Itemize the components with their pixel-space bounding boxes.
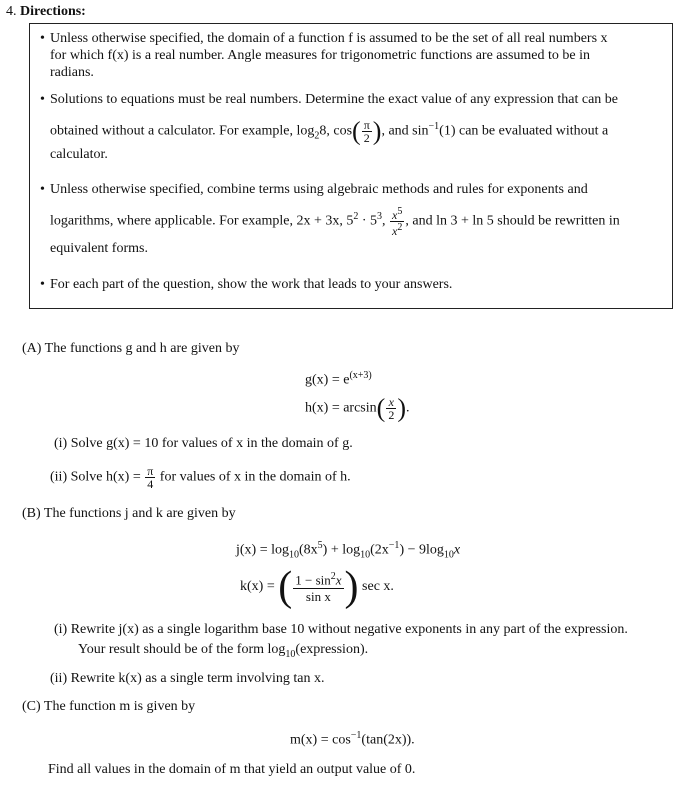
directions-box (29, 23, 673, 309)
inverse-exponent: −1 (428, 121, 440, 132)
bullet-2-text-b: 8, cos (319, 123, 353, 139)
bullet-3-line-1: Unless otherwise specified, combine terms using algebraic methods and rules for exponents and (50, 182, 588, 197)
equation-h: h(x) = arcsin( $\frac{x}{2}$ ). (305, 393, 410, 423)
pi-over-2-fraction: $\frac{\pi}{2}$ (363, 117, 370, 145)
bullet-2-line-1: Solutions to equations must be real numbers. Determine the exact value of any expression that can be (50, 92, 619, 107)
k-fraction: $\frac{1 - \sin^2x}{\text{sin x}}$ (295, 570, 342, 604)
equation-j: $j(x) = \log_{10}(8x^5) + \log_{10}(2x^{-1}) - 9\log_{10}x$ (236, 540, 461, 561)
directions-bullet-3-line-2: logarithms, where applicable. For example, 2x + 3x, $5^2 \cdot 5^3$, $\frac{x^5}{x^2}$ , and ln 3 + ln 5 should be rewritten in (50, 205, 620, 238)
bullet-2-text-a: obtained without a calculator. For example, log (50, 123, 315, 139)
part-b-intro: (B) The functions j and k are given by (22, 506, 236, 521)
question-number: 4. (6, 4, 17, 19)
part-b-i-line-2: Your result should be of the form $\log_{10}(expression)$. (78, 642, 369, 660)
question-header (6, 4, 86, 20)
part-b-ii: (ii) Rewrite k(x) as a single term involving tan x. (50, 671, 325, 686)
bullet-1-line-3: radians. (50, 65, 94, 80)
equation-g: $g(x) = e^{(x+3)}$ (305, 370, 372, 388)
part-a-i: (i) Solve g(x) = 10 for values of x in the domain of g. (54, 436, 353, 451)
directions-bullet-4: • For each part of the question, show the work that leads to your answers. (40, 277, 453, 292)
bullet-dot: • (40, 277, 45, 292)
directions-title: Directions: (20, 4, 86, 19)
part-a-intro: (A) The functions g and h are given by (22, 341, 240, 356)
bullet-dot: • (40, 92, 45, 107)
bullet-2-text-c: , and sin (381, 123, 429, 139)
part-b-i-line-1: (i) Rewrite j(x) as a single logarithm base 10 without negative exponents in any part of the expression. (54, 622, 628, 637)
directions-bullet-2-line-2: obtained without a calculator. For example, $\log_28$, cos( $\frac{\pi}{2}$ ), and $\sin^{-1}(1)$ can be evaluated without a (50, 116, 609, 146)
x5-over-x2-fraction: $\frac{x^5}{x^2}$ (392, 205, 403, 238)
directions-bullet-3 (40, 181, 666, 198)
directions-bullet-2-line-3: calculator. (50, 147, 108, 162)
log-base: 2 (314, 130, 320, 142)
directions-bullet-3-line-3: equivalent forms. (50, 241, 148, 256)
part-c-intro: (C) The function m is given by (22, 699, 196, 714)
directions-bullet-2 (40, 91, 666, 108)
bullet-1-line-1: Unless otherwise specified, the domain of a function f is assumed to be the set of all real numbers x (50, 31, 608, 46)
pi-over-4-fraction: $\frac{\pi}{4}$ (147, 464, 154, 491)
bullet-2-text-d: (1) can be evaluated without a (439, 123, 609, 139)
equation-m: $m(x) = \cos^{-1}(\tan(2x))$. (290, 730, 415, 748)
x-over-2-fraction: $\frac{x}{2}$ (388, 395, 395, 422)
part-c-find: Find all values in the domain of m that yield an output value of 0. (48, 762, 416, 777)
bullet-1-line-2: for which f(x) is a real number. Angle measures for trigonometric functions are assumed to be in (50, 48, 591, 63)
bullet-dot: • (40, 31, 45, 46)
directions-bullet-1 (40, 30, 666, 81)
part-a-ii: (ii) Solve h(x) = $\frac{\pi}{4}$ for values of x in the domain of h. (50, 464, 351, 491)
bullet-dot: • (40, 182, 45, 197)
equation-k: k(x) = ( $\frac{1 - \sin^2x}{\text{sin x}}$ ) sec x. (240, 563, 394, 610)
